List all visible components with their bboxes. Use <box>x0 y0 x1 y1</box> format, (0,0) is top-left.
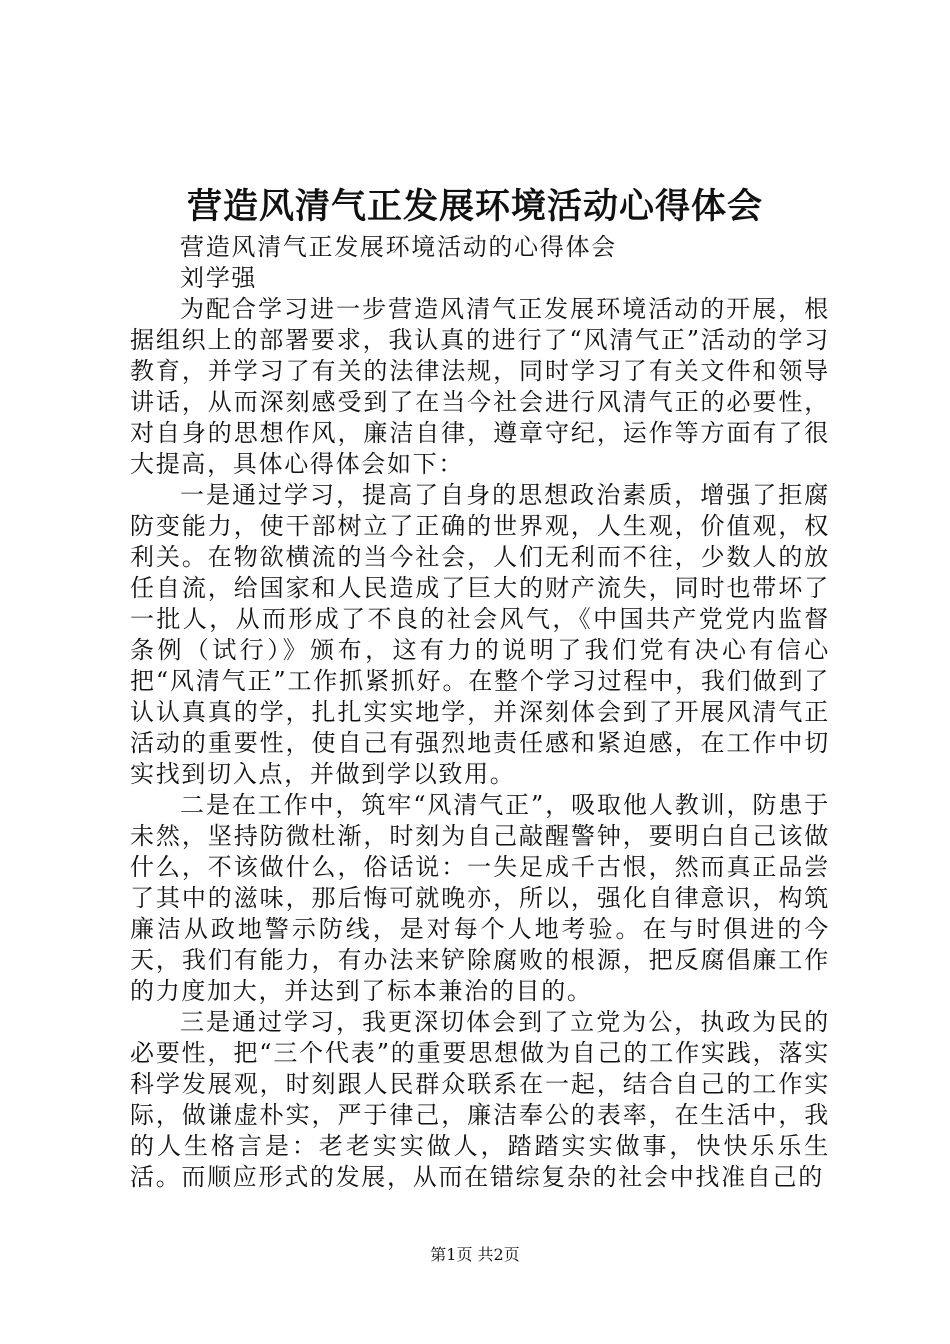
paragraph-point-two: 二是在工作中，筑牢“风清气正”，吸取他人教训，防患于未然，坚持防微杜渐，时刻为自己敲醒警钟，要明白自己该做什么，不该做什么，俗话说：一失足成千古恨，然而真正品尝了其中的滋味，那后悔可就晚亦，所以，强化自律意识，构筑廉洁从政地警示防线，是对每个人地考验。在与时俱进的今天，我们有能力，有办法来铲除腐败的根源，把反腐倡廉工作的力度加大，并达到了标本兼治的目的。 <box>130 791 830 1005</box>
page-number-footer: 第1页 共2页 <box>430 1245 520 1264</box>
document-subtitle: 营造风清气正发展环境活动的心得体会 <box>180 233 617 261</box>
document-author: 刘学强 <box>180 264 258 292</box>
paragraph-intro: 为配合学习进一步营造风清气正发展环境活动的开展，根据组织上的部署要求，我认真的进行了“风清气正”活动的学习教育，并学习了有关的法律法规，同时学习了有关文件和领导讲话，从而深刻感受到了在当今社会进行风清气正的必要性，对自身的思想作风，廉洁自律，遵章守纪，运作等方面有了很大提高，具体心得体会如下： <box>130 295 830 478</box>
document-title: 营造风清气正发展环境活动心得体会 <box>186 186 763 227</box>
document-body <box>130 232 830 1193</box>
paragraph-point-one: 一是通过学习，提高了自身的思想政治素质，增强了拒腐防变能力，使干部树立了正确的世界观，人生观，价值观，权利关。在物欲横流的当今社会，人们无利而不往，少数人的放任自流，给国家和人民造成了巨大的财产流失，同时也带坏了一批人，从而形成了不良的社会风气，《中国共产党党内监督条例（试行）》颁布，这有力的说明了我们党有决心有信心把“风清气正”工作抓紧抓好。在整个学习过程中，我们做到了认认真真的学，扎扎实实地学，并深刻体会到了开展风清气正活动的重要性，使自己有强烈地责任感和紧迫感，在工作中切实找到切入点，并做到学以致用。 <box>130 481 830 788</box>
paragraph-point-three: 三是通过学习，我更深切体会到了立党为公，执政为民的必要性，把“三个代表”的重要思想做为自己的工作实践，落实科学发展观，时刻跟人民群众联系在一起，结合自己的工作实际，做谦虚朴实，严于律己，廉洁奉公的表率，在生活中，我的人生格言是：老老实实做人，踏踏实实做事，快快乐乐生活。而顺应形式的发展，从而在错综复杂的社会中找准自己的 <box>130 1008 830 1191</box>
